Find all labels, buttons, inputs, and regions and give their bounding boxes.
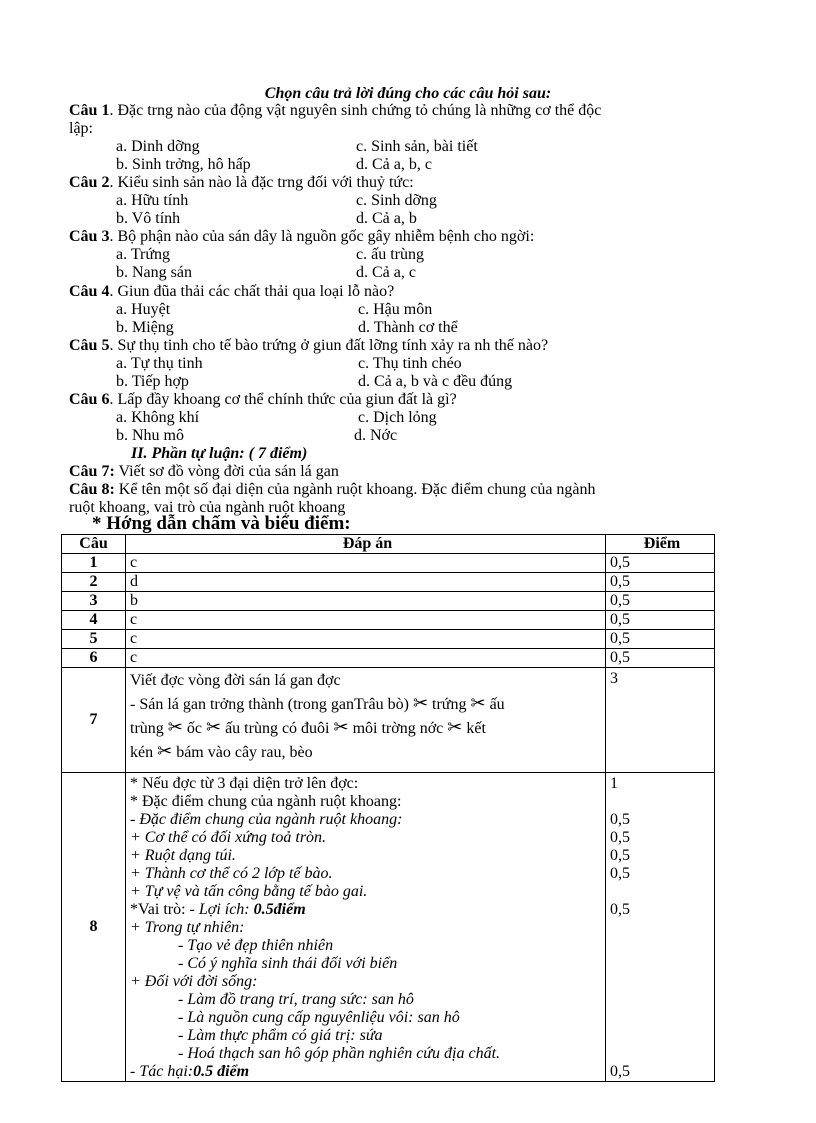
row-num: 6: [62, 649, 126, 668]
q5-option-c: c. Thụ tinh chéo: [358, 355, 462, 372]
table-row: [62, 630, 715, 649]
scissors-icon: ✂: [167, 717, 183, 737]
row-num: 2: [62, 573, 126, 592]
row-answer: c: [126, 630, 606, 649]
table-row: [62, 554, 715, 573]
row-score: 0,5: [606, 611, 715, 630]
row-answer: b: [126, 592, 606, 611]
q3-option-c: c. ấu trùng: [356, 246, 424, 263]
row-score: 0,5: [606, 649, 715, 668]
row-7-answer: Viết đợc vòng đời sán lá gan đợc - Sán lá gan trởng thành (trong ganTrâu bò) ✂ trứng ✂ ấu trùng ✂ ốc ✂ ấu trùng có đuôi ✂ môi trờng nớc ✂ kết kén ✂ bám vào cây rau, bèo: [126, 668, 606, 773]
question-7: Câu 7: Viết sơ đồ vòng đời của sán lá gan: [69, 463, 339, 480]
q4-option-b: b. Miệng: [116, 319, 174, 336]
q4-option-a: a. Huyệt: [116, 301, 171, 318]
header-cau: Câu: [62, 535, 126, 554]
row-score: 0,5: [606, 573, 715, 592]
answer-table: [61, 534, 715, 1082]
row-num: 8: [62, 773, 126, 1082]
row-num: 4: [62, 611, 126, 630]
q2-option-b: b. Vô tính: [116, 210, 181, 227]
row-num: 5: [62, 630, 126, 649]
q5-option-b: b. Tiếp hợp: [116, 373, 189, 390]
q1-option-d: d. Cả a, b, c: [356, 156, 432, 173]
q4-option-c: c. Hậu môn: [358, 301, 433, 318]
row-score: 0,5: [606, 554, 715, 573]
page-heading: Chọn câu trả lời đúng cho các câu hỏi sau:: [264, 85, 552, 102]
q6-option-b: b. Nhu mô: [116, 427, 184, 444]
table-row: [62, 573, 715, 592]
row-answer: d: [126, 573, 606, 592]
q1-option-a: a. Dinh dỡng: [116, 138, 200, 155]
scissors-icon: ✂: [205, 717, 222, 737]
scissors-icon: ✂: [412, 693, 429, 713]
table-header: [62, 535, 715, 554]
row-num: 7: [62, 668, 126, 773]
q1-option-b: b. Sinh trởng, hô hấp: [116, 156, 251, 173]
row-8-answer: * Nếu đợc từ 3 đại diện trở lên đợc: * Đặc điểm chung của ngành ruột khoang: - Đặc điểm chung của ngành ruột khoang: + Cơ thể có đối xứng toả tròn. + Ruột dạng túi. + Thành cơ thể có 2 lớp tế bào. + Tự vệ và tấn công bằng tế bào gai. *Vai trò: - Lợi ích: 0.5điểm + Trong tự nhiên: - Tạo vẻ đẹp thiên nhiên - Có ý nghĩa sinh thái đối với biển + Đối với đời sống: - Làm đồ trang trí, trang sức: san hô - Là nguồn cung cấp nguyênliệu vôi: san hô - Làm thực phẩm có giá trị: sứa - Hoá thạch san hô góp phần nghiên cứu địa chất. - Tác hại:0.5 điểm: [126, 773, 606, 1082]
question-1-cont: lập:: [69, 120, 93, 137]
q2-option-c: c. Sinh dỡng: [356, 192, 437, 209]
row-answer: c: [126, 611, 606, 630]
question-5: Câu 5. Sự thụ tinh cho tế bào trứng ở giun đất lỡng tính xảy ra nh thế nào?: [69, 337, 549, 354]
question-8: Câu 8: Kể tên một số đại diện của ngành ruột khoang. Đặc điểm chung của ngành: [69, 481, 596, 498]
q6-option-c: c. Dịch lỏng: [358, 409, 437, 426]
scissors-icon: ✂: [447, 717, 463, 737]
q3-option-d: d. Cả a, c: [356, 264, 416, 281]
table-row: [62, 592, 715, 611]
header-diem: Điểm: [606, 535, 715, 554]
header-dap-an: Đáp án: [126, 535, 606, 554]
q5-option-d: d. Cả a, b và c đều đúng: [358, 373, 513, 390]
scissors-icon: ✂: [470, 693, 486, 713]
question-4: Câu 4. Giun đũa thải các chất thải qua loại lỗ nào?: [69, 283, 395, 300]
row-score: 0,5: [606, 630, 715, 649]
row-answer: c: [126, 649, 606, 668]
table-row: [62, 649, 715, 668]
question-6: Câu 6. Lấp đầy khoang cơ thể chính thức của giun đất là gì?: [69, 391, 457, 408]
row-score: 0,5: [606, 592, 715, 611]
table-row-7: [62, 668, 715, 773]
row-score: 3: [606, 668, 715, 773]
q5-option-a: a. Tự thụ tinh: [116, 355, 203, 372]
q2-option-a: a. Hữu tính: [116, 192, 189, 209]
grading-guide-title: * Hớng dẫn chấm và biểu điểm:: [92, 513, 351, 534]
row-8-scores: 1 0,5 0,5 0,5 0,5 0,5 0,5: [606, 773, 715, 1082]
question-2: Câu 2. Kiểu sinh sản nào là đặc trng đối với thuỷ tức:: [69, 174, 414, 191]
q3-option-a: a. Trứng: [116, 246, 171, 263]
table-row-8: [62, 773, 715, 1082]
row-num: 3: [62, 592, 126, 611]
question-3: Câu 3. Bộ phận nào của sán dây là nguồn gốc gây nhiễm bệnh cho ngời:: [69, 228, 535, 245]
table-row: [62, 611, 715, 630]
question-1: Câu 1. Đặc trng nào của động vật nguyên sinh chứng tỏ chúng là những cơ thể độc: [69, 102, 602, 119]
q3-option-b: b. Nang sán: [116, 264, 192, 281]
row-answer: c: [126, 554, 606, 573]
q1-option-c: c. Sinh sản, bài tiết: [356, 138, 478, 155]
q6-option-a: a. Không khí: [116, 409, 200, 426]
scissors-icon: ✂: [157, 741, 173, 761]
part-2-heading: II. Phần tự luận: ( 7 điểm): [131, 445, 308, 462]
question-8-cont: ruột khoang, vai trò của ngành ruột khoang: [69, 499, 346, 516]
q2-option-d: d. Cả a, b: [356, 210, 417, 227]
q4-option-d: d. Thành cơ thể: [358, 319, 458, 336]
q6-option-d: d. Nớc: [354, 427, 398, 444]
scissors-icon: ✂: [333, 717, 349, 737]
row-num: 1: [62, 554, 126, 573]
